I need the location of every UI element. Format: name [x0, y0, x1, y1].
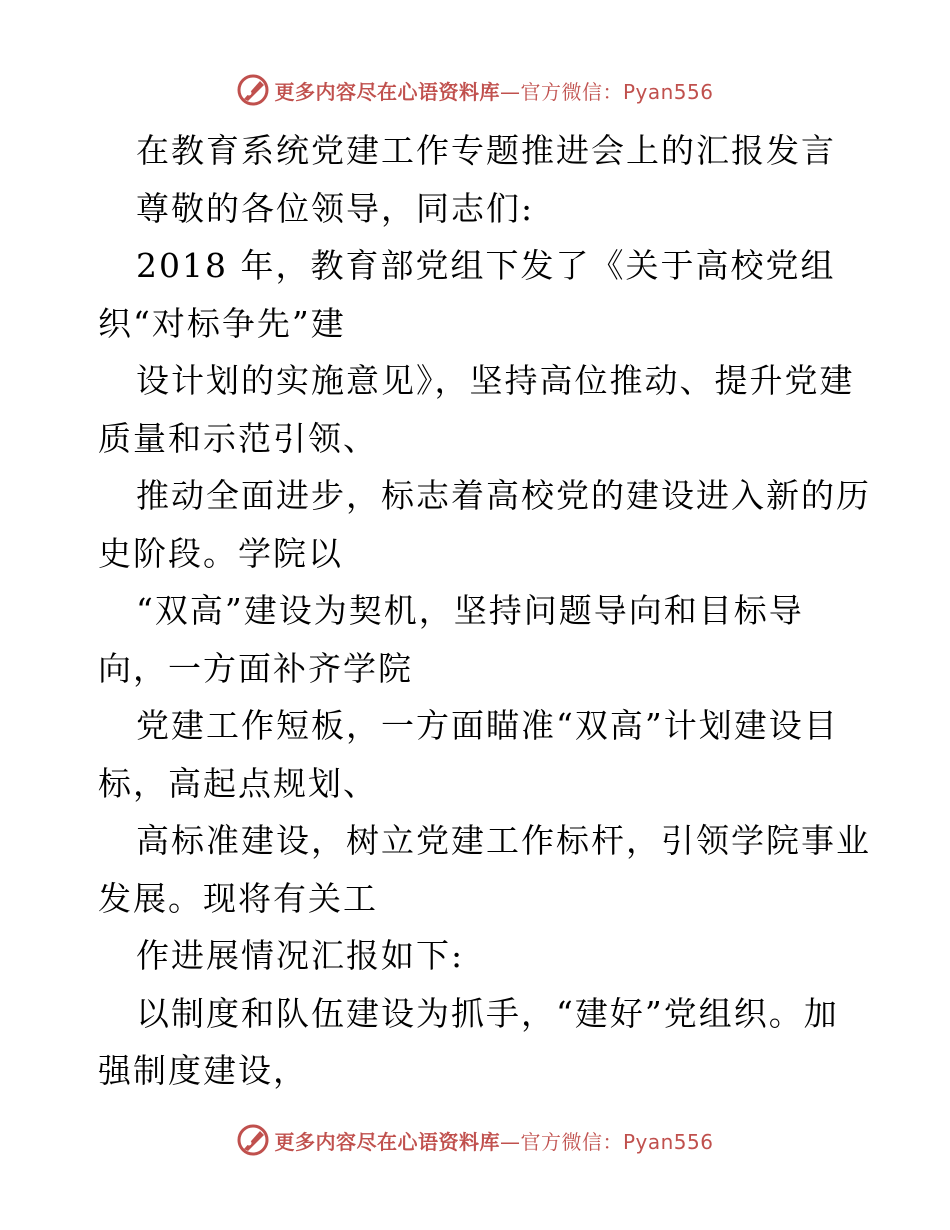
- header-banner: [0, 70, 950, 110]
- text-line: 2018 年，教育部党组下发了《关于高校党组: [136, 246, 836, 285]
- text-line: 质量和示范引领、: [98, 418, 378, 458]
- text-line: 向，一方面补齐学院: [98, 648, 413, 688]
- text-line: 高标准建设，树立党建工作标杆，引领学院事业: [136, 821, 871, 860]
- banner-text: 更多内容尽在心语资料库—官方微信：Pyan556: [274, 1129, 714, 1154]
- pen-logo-icon: [236, 1123, 270, 1157]
- text-line: 史阶段。学院以: [98, 533, 343, 573]
- footer-banner: [0, 1120, 950, 1160]
- pen-logo-icon: [236, 73, 270, 107]
- document-body: [98, 122, 871, 1100]
- text-line: 党建工作短板，一方面瞄准“双高”计划建设目: [136, 706, 839, 745]
- banner-text: 更多内容尽在心语资料库—官方微信：Pyan556: [274, 79, 714, 104]
- text-line: “双高”建设为契机，坚持问题导向和目标导: [136, 591, 804, 630]
- text-line: 强制度建设，: [98, 1051, 308, 1090]
- text-line: 推动全面进步，标志着高校党的建设进入新的历: [136, 476, 871, 515]
- text-line: 作进展情况汇报如下:: [136, 936, 465, 975]
- text-line: 织“对标争先”建: [98, 303, 346, 343]
- text-line: 在教育系统党建工作专题推进会上的汇报发言: [136, 131, 836, 170]
- text-line: 发展。现将有关工: [98, 878, 378, 918]
- text-line: 标，高起点规划、: [98, 763, 378, 803]
- text-line: 设计划的实施意见》，坚持高位推动、提升党建: [136, 361, 855, 400]
- text-line: 尊敬的各位领导，同志们:: [136, 188, 535, 228]
- text-line: 以制度和队伍建设为抓手，“建好”党组织。加: [136, 993, 839, 1033]
